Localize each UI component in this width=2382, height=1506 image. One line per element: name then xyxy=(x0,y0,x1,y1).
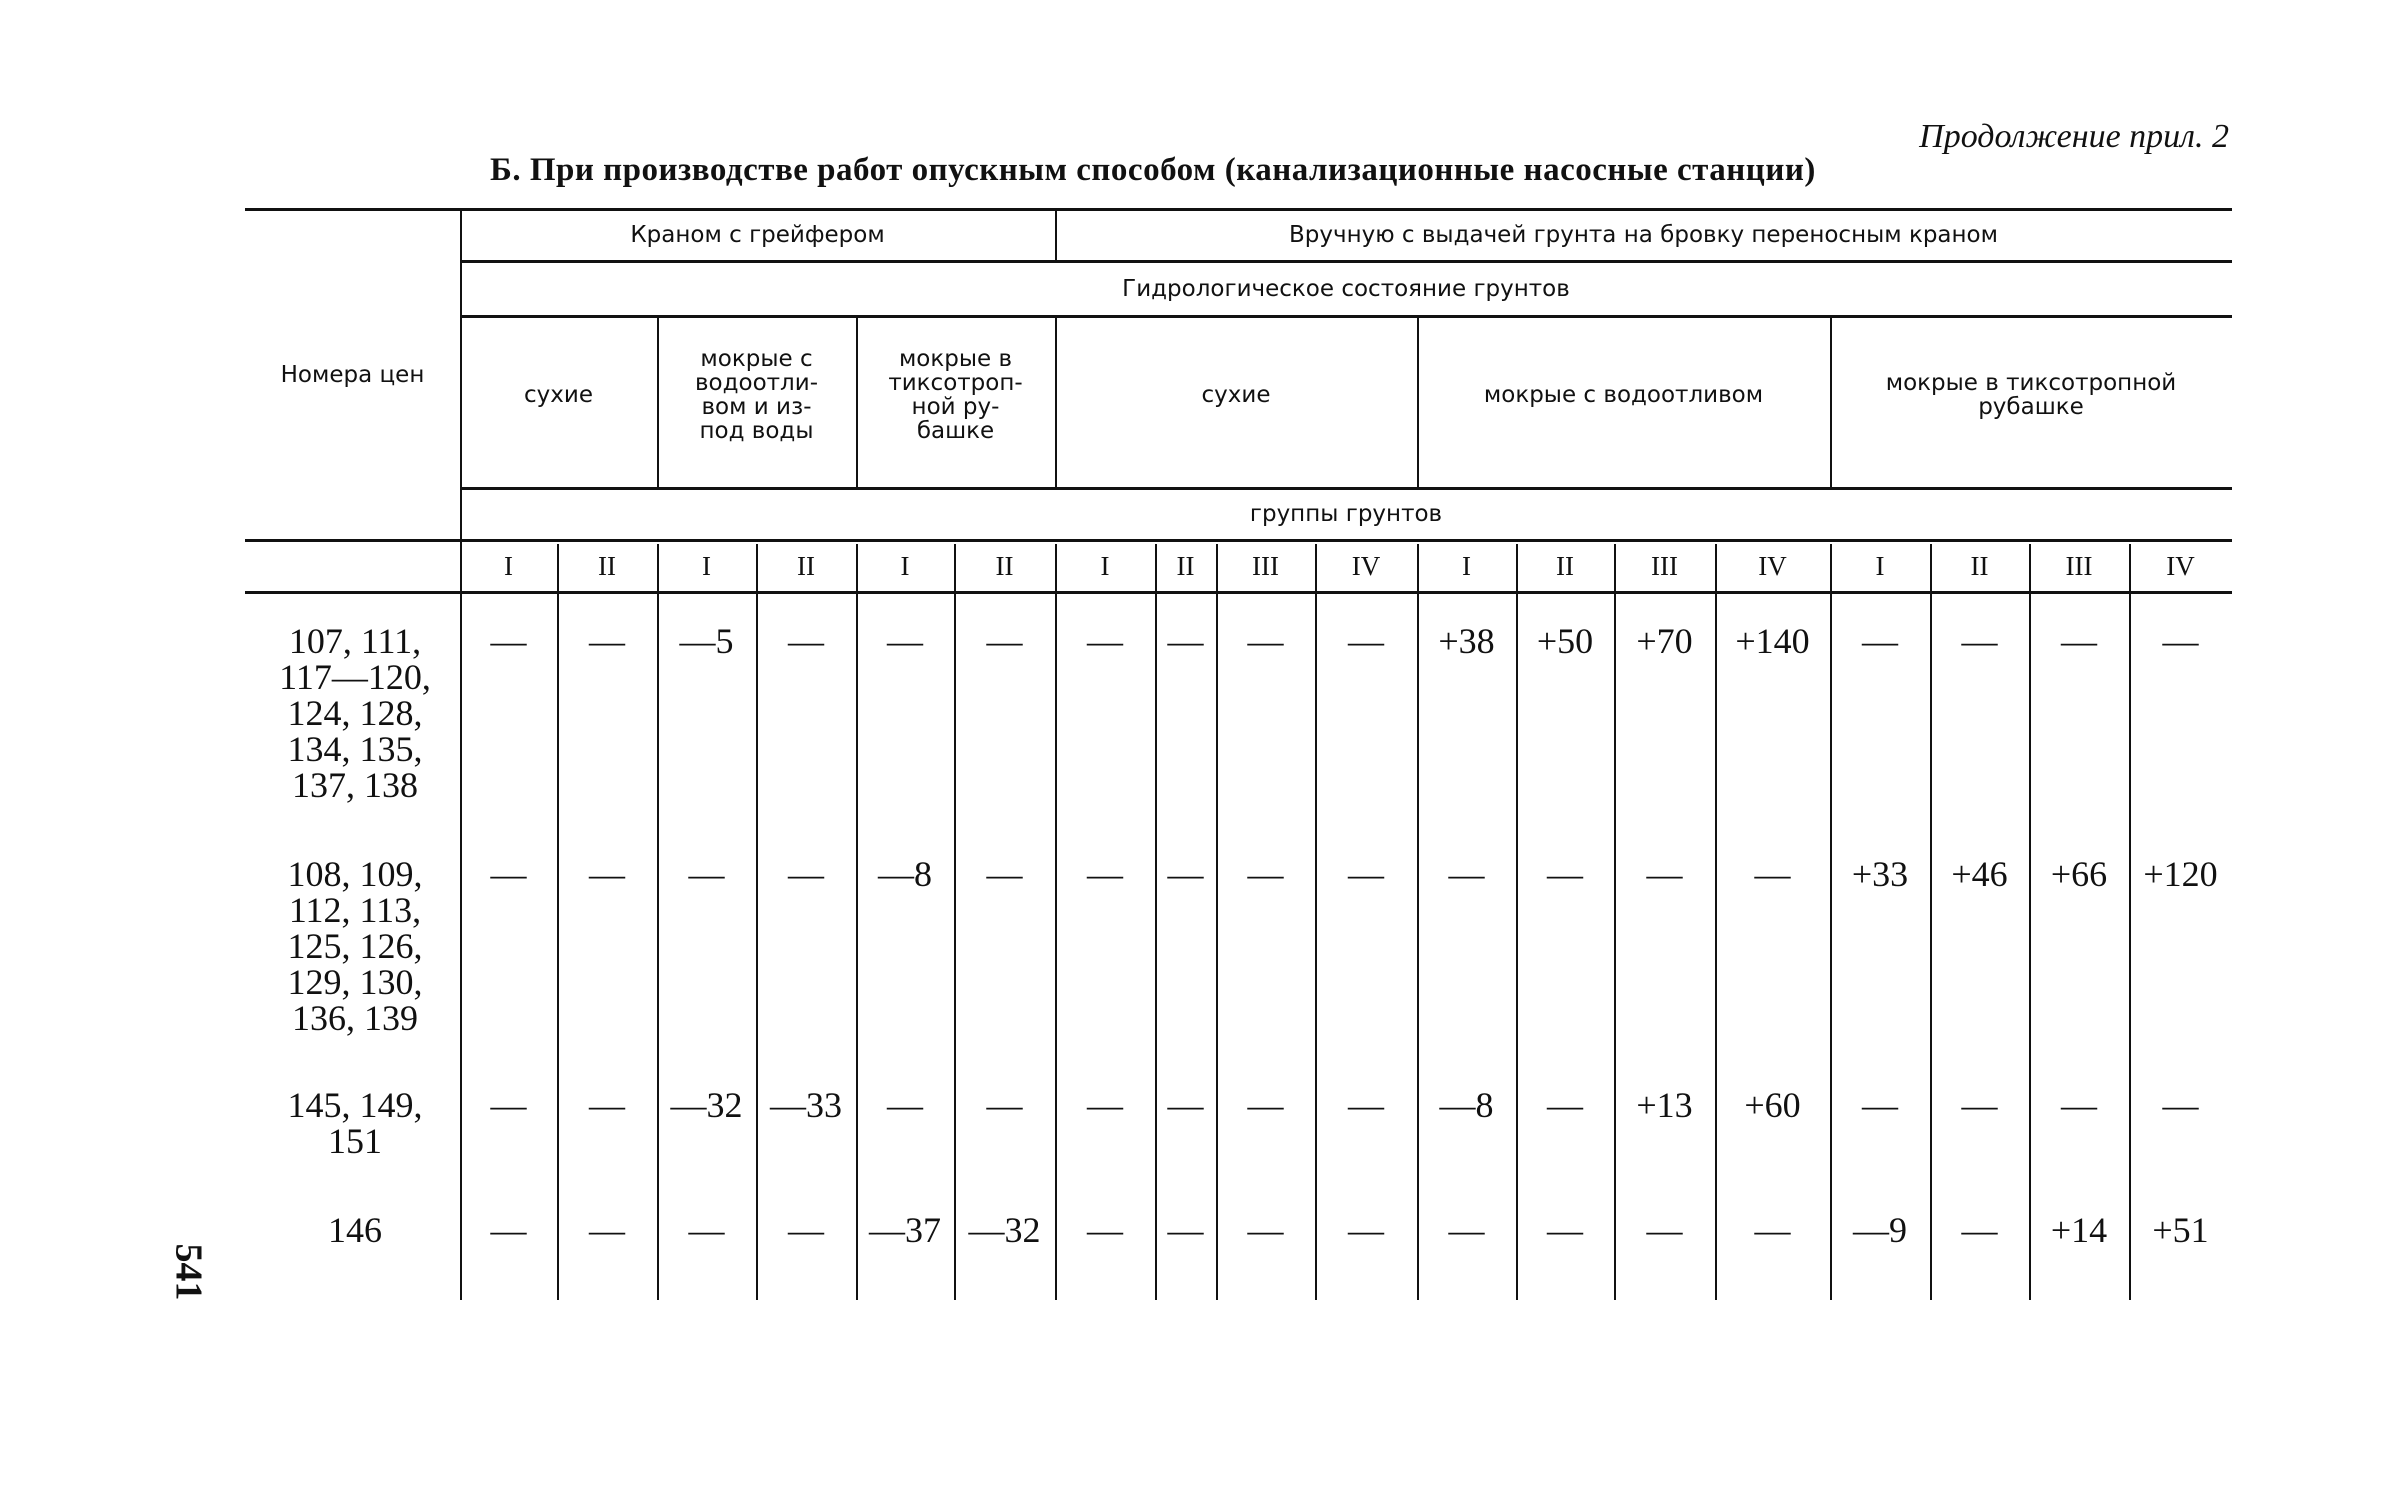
table-cell: — xyxy=(589,854,625,894)
group-label: I xyxy=(1100,551,1110,581)
table-cell: — xyxy=(1547,1085,1583,1125)
group-label: I xyxy=(1462,551,1471,581)
table-cell: — xyxy=(589,621,625,661)
row-stub-price-numbers: 107, 111, 117—120, 124, 128, 134, 135, 137, 138 xyxy=(279,621,431,805)
table-cell: — xyxy=(490,1085,527,1125)
groups-header: группы грунтов xyxy=(1249,501,1443,527)
group-label: I xyxy=(702,551,711,581)
state-subheader: мокрые с водоотливом xyxy=(1483,382,1764,408)
table-cell: — xyxy=(1448,1210,1485,1250)
table-cell: — xyxy=(1754,854,1791,894)
table-cell: —37 xyxy=(869,1210,941,1250)
table-cell: —8 xyxy=(878,854,932,894)
table-cell: — xyxy=(688,1210,725,1250)
row-stub-price-numbers: 145, 149, 151 xyxy=(287,1085,423,1161)
table-cell: — xyxy=(1547,854,1583,894)
table-cell: — xyxy=(1087,1210,1123,1250)
continuation-note: Продолжение прил. 2 xyxy=(1919,118,2229,155)
group-label: III xyxy=(2065,551,2093,581)
group-label: IV xyxy=(1758,551,1787,581)
table-cell: — xyxy=(490,1210,527,1250)
table-cell: —5 xyxy=(679,621,734,661)
state-subheader: мокрые с водоотли- вом и из- под воды xyxy=(694,346,819,444)
group-label: III xyxy=(1252,551,1279,581)
table-cell: — xyxy=(887,1085,923,1125)
group-label: II xyxy=(1970,551,1989,581)
state-subheader: мокрые в тиксотроп- ной ру- башке xyxy=(888,346,1023,444)
table-cell: — xyxy=(986,854,1023,894)
table-cell: — xyxy=(1862,1085,1898,1125)
table-cell: — xyxy=(1646,1210,1683,1250)
table-cell: +51 xyxy=(2152,1210,2209,1250)
table-cell: +33 xyxy=(1851,854,1909,894)
table-cell: — xyxy=(1348,621,1384,661)
state-subheader: сухие xyxy=(1201,382,1271,408)
table-cell: — xyxy=(1862,621,1898,661)
row-stub-price-numbers: 146 xyxy=(328,1210,382,1250)
table-cell: +66 xyxy=(2050,854,2108,894)
table-cell: +14 xyxy=(2050,1210,2108,1250)
table-cell: +60 xyxy=(1744,1085,1801,1125)
group-label: I xyxy=(900,551,910,581)
table-cell: — xyxy=(1961,621,1998,661)
table-cell: — xyxy=(1167,621,1204,661)
method-header: Краном с грейфером xyxy=(630,222,885,248)
table-cell: — xyxy=(2162,1085,2199,1125)
table-cell: +13 xyxy=(1636,1085,1693,1125)
table-cell: — xyxy=(1348,854,1384,894)
table-cell: +120 xyxy=(2143,854,2218,894)
stub-header: Номера цен xyxy=(280,361,425,388)
table-cell: — xyxy=(788,1210,824,1250)
table-cell: — xyxy=(1348,1085,1384,1125)
group-label: II xyxy=(1176,551,1195,581)
table-cell: —8 xyxy=(1439,1085,1494,1125)
table-cell: — xyxy=(788,621,824,661)
table-cell: — xyxy=(887,621,923,661)
state-subheader: сухие xyxy=(524,382,593,408)
table-cell: — xyxy=(986,621,1023,661)
group-label: III xyxy=(1651,551,1678,581)
row-stub-price-numbers: 108, 109, 112, 113, 125, 126, 129, 130, 136, 139 xyxy=(287,854,423,1038)
table-cell: +140 xyxy=(1735,621,1810,661)
table-cell: — xyxy=(1167,854,1204,894)
table-cell: — xyxy=(490,621,527,661)
page-title: Б. При производстве работ опускным способом (канализационные насосные станции) xyxy=(490,152,1816,188)
table-cell: — xyxy=(490,854,527,894)
state-header: Гидрологическое состояние грунтов xyxy=(1122,275,1570,302)
table-cell: +50 xyxy=(1536,621,1594,661)
method-header: Вручную с выдачей грунта на бровку переносным краном xyxy=(1289,222,1998,248)
table-cell: — xyxy=(2061,1085,2097,1125)
table-cell: — xyxy=(1247,1210,1284,1250)
table-cell: — xyxy=(2162,621,2199,661)
table-cell: — xyxy=(1087,1085,1123,1125)
table-cell: —9 xyxy=(1853,1210,1907,1250)
table-cell: — xyxy=(1087,854,1123,894)
page-number: 541 xyxy=(167,1243,210,1301)
table-cell: +46 xyxy=(1951,854,2008,894)
table-cell: — xyxy=(1247,621,1284,661)
table-cell: — xyxy=(1448,854,1485,894)
table-cell: — xyxy=(1247,854,1284,894)
group-label: II xyxy=(995,551,1014,581)
table-cell: — xyxy=(1167,1085,1204,1125)
table-cell: —32 xyxy=(670,1085,743,1125)
group-label: I xyxy=(504,551,513,581)
table-cell: — xyxy=(589,1085,625,1125)
table-cell: — xyxy=(1167,1210,1204,1250)
table-cell: — xyxy=(1348,1210,1384,1250)
table-cell: — xyxy=(2061,621,2097,661)
table-cell: — xyxy=(1754,1210,1791,1250)
table-cell: — xyxy=(1646,854,1683,894)
table-cell: — xyxy=(688,854,725,894)
table-cell: — xyxy=(589,1210,625,1250)
group-label: II xyxy=(797,551,815,581)
group-label: II xyxy=(598,551,616,581)
table-cell: +70 xyxy=(1636,621,1693,661)
group-label: IV xyxy=(2166,551,2195,581)
table-cell: — xyxy=(788,854,824,894)
group-label: II xyxy=(1556,551,1574,581)
table-cell: —33 xyxy=(770,1085,842,1125)
table-cell: — xyxy=(1247,1085,1284,1125)
table-cell: — xyxy=(1961,1210,1998,1250)
table-cell: — xyxy=(1087,621,1123,661)
table-cell: —32 xyxy=(968,1210,1041,1250)
table-cell: — xyxy=(1961,1085,1998,1125)
group-label: I xyxy=(1875,551,1885,581)
table-cell: — xyxy=(986,1085,1023,1125)
table-cell: — xyxy=(1547,1210,1583,1250)
state-subheader: мокрые в тиксотропной рубашке xyxy=(1885,370,2177,420)
table-cell: +38 xyxy=(1438,621,1495,661)
group-label: IV xyxy=(1351,551,1381,581)
